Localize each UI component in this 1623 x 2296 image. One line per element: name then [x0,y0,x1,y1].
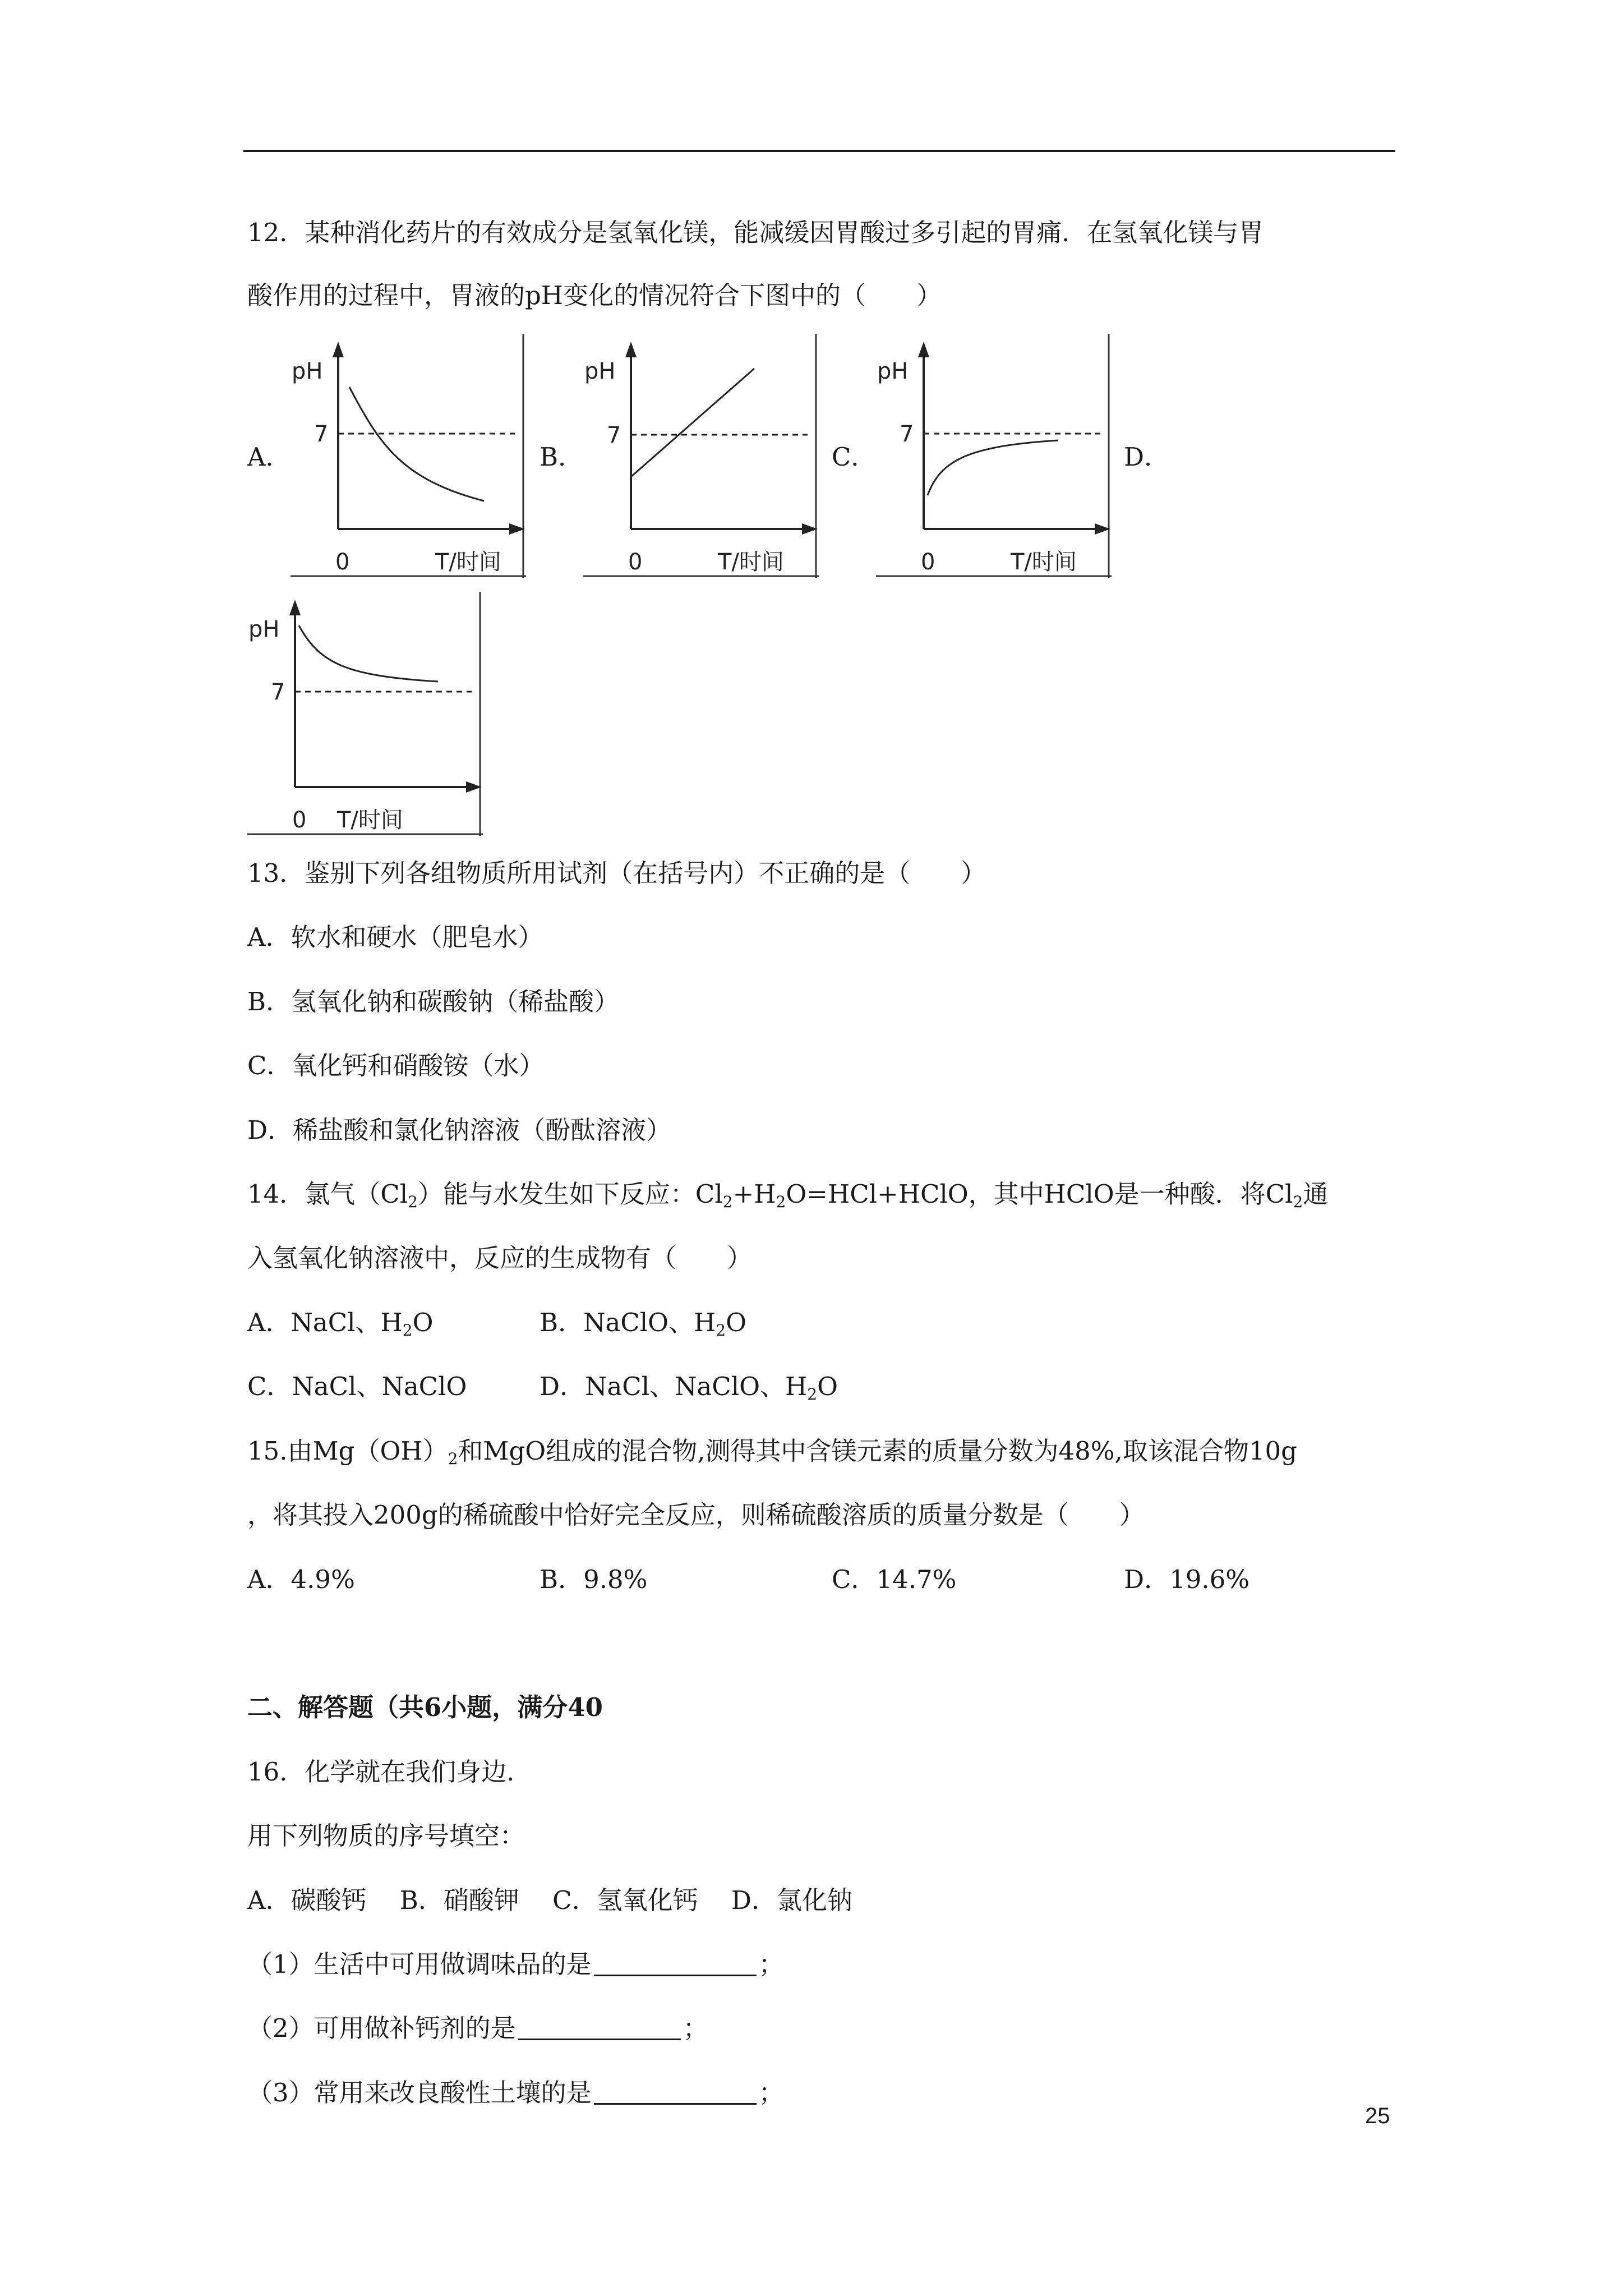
q12-graph-a-origin: 0 [335,549,350,575]
q13-option-d: D．稀盐酸和氯化钠溶液（酚酞溶液） [247,1115,672,1145]
q12-graph-b-origin: 0 [628,549,643,575]
q15-option-d: D．19.6% [1124,1565,1250,1594]
q16-part3-blank[interactable] [594,2078,757,2105]
q12-graph-c-origin: 0 [921,549,935,575]
q13-option-c: C．氧化钙和硝酸铵（水） [247,1051,545,1080]
header-rule [243,150,1395,152]
page-number: 25 [1365,2104,1390,2128]
q16-part2-blank[interactable] [518,2014,681,2040]
q14-stem-line2: 入氢氧化钠溶液中，反应的生成物有（ ） [247,1243,753,1273]
q12-option-d-label: D． [1124,442,1170,472]
q12-stem-line2: 酸作用的过程中，胃液的pH变化的情况符合下图中的（ ） [247,280,942,310]
q13-option-b: B．氢氧化钠和碳酸钠（稀盐酸） [247,987,620,1016]
q14-stem-line1: 14．氯气$(Cl_2)$能与水发生如下反应：$Cl_2+H_2O=HCl+HClO$，其中HClO是一种酸．将$Cl_2$通 [247,1179,1329,1211]
q14-option-a: A．NaCl、$H_2O$ [247,1308,434,1340]
q16-part2: （2）可用做补钙剂的是 ； [247,2013,708,2043]
q12-graph-a-ylabel: pH [292,358,323,384]
q15-option-a: A．4.9% [247,1565,355,1594]
q12-graph-d-origin: 0 [292,807,307,833]
q16-choices: A．碳酸钙 B．硝酸钾 C．氢氧化钙 D．氯化钠 [247,1885,852,1915]
q12-graph-d-ref-label: 7 [271,679,285,705]
q14-option-b: B．NaClO、$H_2O$ [540,1308,746,1340]
q12-graph-a-xlabel: T/时间 [435,549,501,575]
q12-stem-line1: 12．某种消化药片的有效成分是氢氧化镁，能减缓因胃酸过多引起的胃痛．在氢氧化镁与胃 [247,218,1264,247]
section-title: 二、解答题（共6小题，满分40 [247,1692,603,1722]
q12-graph-b-xlabel: T/时间 [718,549,784,575]
q12-graph-c [876,334,1112,580]
q14-option-c: C．NaCl、NaClO [247,1372,467,1401]
q12-graph-a [291,334,526,580]
q16-stem: 16．化学就在我们身边． [247,1757,532,1787]
q12-graph-a-ref-label: 7 [314,421,329,447]
q12-graph-b [583,334,819,580]
q13-option-a: A．软水和硬水（肥皂水） [247,922,543,952]
q12-graph-d [247,592,483,838]
q12-graph-c-xlabel: T/时间 [1011,549,1077,575]
q15-option-c: C．14.7% [832,1565,957,1594]
q12-option-a-label: A． [247,442,291,472]
q15-option-b: B．9.8% [540,1565,648,1594]
q12-option-c-label: C． [832,442,877,472]
q16-part1: （1）生活中可用做调味品的是 ； [247,1949,784,1979]
q12-graph-b-ylabel: pH [584,358,616,384]
q16-part1-blank[interactable] [594,1950,757,1976]
q12-graph-b-ref-label: 7 [607,422,621,448]
q14-option-d: D．NaCl、NaClO、$H_2O$ [540,1372,838,1404]
q16-instructions: 用下列物质的序号填空： [247,1821,525,1851]
q15-stem-line2: ，将其投入200g的稀硫酸中恰好完全反应，则稀硫酸溶质的质量分数是（ ） [247,1500,1145,1530]
q12-graph-d-ylabel: pH [248,616,280,642]
q12-graph-d-xlabel: T/时间 [337,807,403,833]
q12-graph-c-ylabel: pH [877,358,909,384]
q16-part3: （3）常用来改良酸性土壤的是 ； [247,2078,784,2108]
q15-stem-line1: 15.由$Mg(OH)_2$和MgO组成的混合物,测得其中含镁元素的质量分数为48%,取该混合物10g [247,1436,1297,1468]
q12-option-b-label: B． [540,442,584,472]
q13-stem: 13．鉴别下列各组物质所用试剂（在括号内）不正确的是（ ） [247,858,986,888]
q12-graph-c-ref-label: 7 [900,421,914,447]
